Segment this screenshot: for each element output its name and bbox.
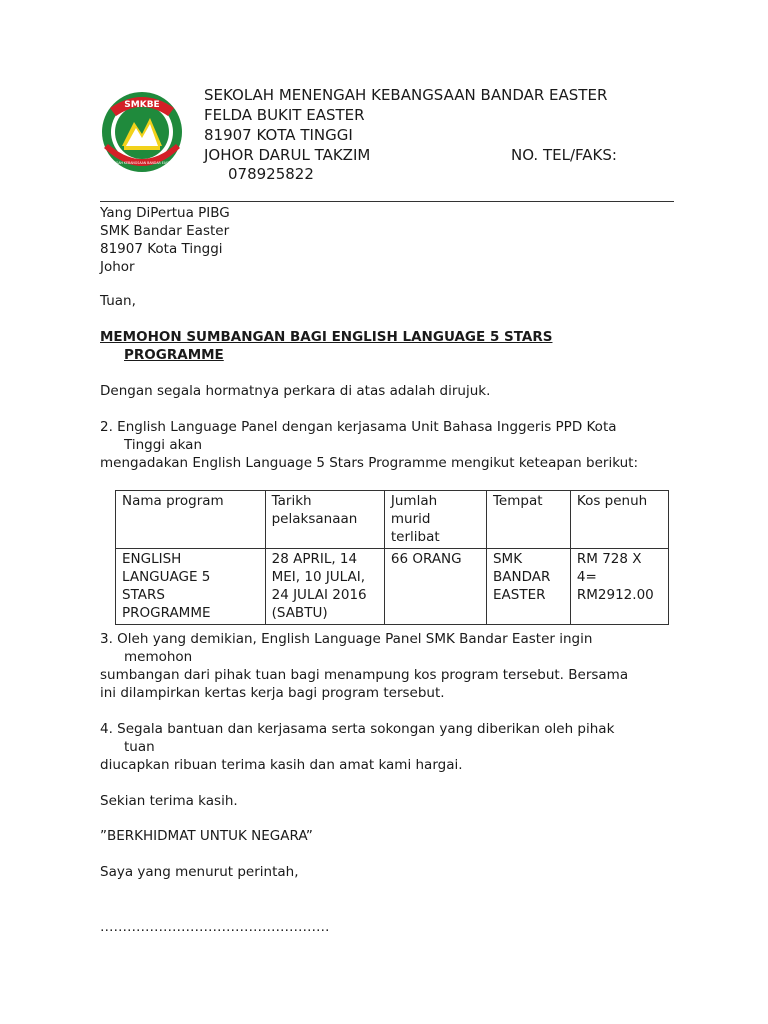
recipient-line: Johor: [100, 259, 135, 275]
table-header-cell: Jumlah murid terlibat: [384, 491, 486, 549]
tel-label: NO. TEL/FAKS:: [511, 146, 617, 164]
school-logo: [88, 88, 196, 174]
para3-line: 3. Oleh yang demikian, English Language Panel SMK Bandar Easter ingin: [100, 631, 593, 647]
para2-line: mengadakan English Language 5 Stars Programme mengikut keteapan berikut:: [100, 455, 639, 471]
para3-line: memohon: [124, 649, 193, 665]
school-address-line3: 81907 KOTA TINGGI: [204, 126, 353, 144]
logo-text: SMKBE: [124, 100, 160, 110]
recipient-line: Yang DiPertua PIBG: [100, 205, 230, 221]
table-cell: 66 ORANG: [384, 549, 486, 625]
para3-line: sumbangan dari pihak tuan bagi menampung kos program tersebut. Bersama: [100, 667, 629, 683]
school-name: SEKOLAH MENENGAH KEBANGSAAN BANDAR EASTER: [204, 86, 608, 104]
recipient-line: 81907 Kota Tinggi: [100, 241, 223, 257]
school-address-line2: FELDA BUKIT EASTER: [204, 106, 365, 124]
para4-line: 4. Segala bantuan dan kerjasama serta sokongan yang diberikan oleh pihak: [100, 721, 615, 737]
subject-line: PROGRAMME: [124, 347, 224, 363]
closing: Sekian terima kasih.: [100, 793, 238, 809]
intro-paragraph: Dengan segala hormatnya perkara di atas adalah dirujuk.: [100, 383, 491, 399]
para2-line: Tinggi akan: [124, 437, 203, 453]
para3-line: ini dilampirkan kertas kerja bagi program tersebut.: [100, 685, 445, 701]
recipient-line: SMK Bandar Easter: [100, 223, 230, 239]
table-cell: ENGLISH LANGUAGE 5 STARS PROGRAMME: [116, 549, 266, 625]
table-header-cell: Tarikh pelaksanaan: [265, 491, 384, 549]
para2-line: 2. English Language Panel dengan kerjasama Unit Bahasa Inggeris PPD Kota: [100, 419, 617, 435]
salutation: Tuan,: [100, 293, 136, 309]
table-cell: SMK BANDAR EASTER: [486, 549, 570, 625]
tel-number: 078925822: [228, 165, 314, 183]
signoff: Saya yang menurut perintah,: [100, 864, 299, 880]
table-header-cell: Tempat: [486, 491, 570, 549]
subject-line: MEMOHON SUMBANGAN BAGI ENGLISH LANGUAGE 5 STARS: [100, 329, 553, 345]
para4-line: tuan: [124, 739, 155, 755]
table-header-row: [116, 491, 669, 549]
table-row: [116, 549, 669, 625]
school-address-line4: JOHOR DARUL TAKZIM: [204, 146, 371, 164]
program-table: [115, 490, 669, 625]
table-cell: 28 APRIL, 14 MEI, 10 JULAI, 24 JULAI 2016 (SABTU): [265, 549, 384, 625]
table-header-cell: Nama program: [116, 491, 266, 549]
logo-ring-text: SEKOLAH MENENGAH KEBANGSAAN BANDAR EASTER KOTA TINGGI: [88, 161, 196, 165]
table-cell: RM 728 X 4= RM2912.00: [570, 549, 668, 625]
letterhead-divider: [100, 201, 674, 202]
motto: ”BERKHIDMAT UNTUK NEGARA”: [100, 828, 313, 844]
para4-line: diucapkan ribuan terima kasih dan amat kami hargai.: [100, 757, 463, 773]
table-header-cell: Kos penuh: [570, 491, 668, 549]
signature-line: ……………………………………………: [100, 919, 330, 935]
